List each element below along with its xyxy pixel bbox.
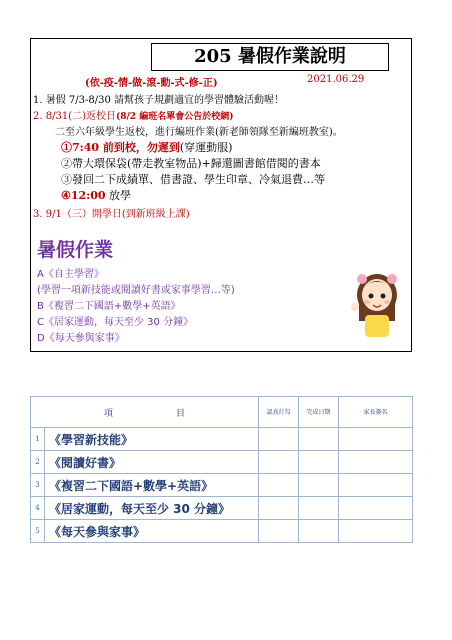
notice-line-8: 3. 9/1（三）開學日(到新班級上課) [33, 209, 190, 220]
homework-item-a-detail: (學習一項新技能或閱讀好書或家事學習…等) [37, 285, 235, 296]
homework-item-c: C《居家運動，每天至少 30 分鐘》 [37, 317, 194, 328]
date-cell[interactable] [299, 520, 339, 543]
girl-illustration [351, 265, 403, 341]
row-number: 2 [31, 451, 45, 474]
homework-item-d: D《每天參與家事》 [37, 333, 125, 344]
table-row [31, 474, 413, 497]
table-row [31, 428, 413, 451]
table-row [31, 497, 413, 520]
sign-cell[interactable] [339, 428, 413, 451]
check-cell[interactable] [259, 451, 299, 474]
row-item: 《學習新技能》 [45, 428, 259, 451]
sign-cell[interactable] [339, 474, 413, 497]
homework-title: 暑假作業 [37, 239, 114, 261]
checklist-table [30, 396, 413, 543]
homework-item-b: B《複習二下國語+數學+英語》 [37, 301, 181, 312]
date-cell[interactable] [299, 474, 339, 497]
table-header-row [31, 397, 413, 428]
check-cell[interactable] [259, 428, 299, 451]
check-cell[interactable] [259, 474, 299, 497]
notice-line-7: ④12:00 放學 [61, 189, 132, 202]
notice-line-5: ②帶大環保袋(帶走教室物品)+歸還圖書館借閱的書本 [61, 157, 321, 170]
homework-item-a: A《自主學習》 [37, 269, 104, 280]
date-cell[interactable] [299, 451, 339, 474]
notice-subtitle: (依-疫-情-做-滾-動-式-修-正) [85, 78, 218, 89]
row-item: 《每天參與家事》 [45, 520, 259, 543]
row-item: 《複習二下國語+數學+英語》 [45, 474, 259, 497]
row-item: 《居家運動，每天至少 30 分鐘》 [45, 497, 259, 520]
header-item: 項 目 [31, 397, 259, 428]
notice-line-6: ③發回二下成績單、借書證、學生印章、冷氣退費…等 [61, 173, 325, 186]
header-sign: 家長簽名 [339, 397, 413, 428]
header-date: 完成日期 [299, 397, 339, 428]
row-number: 4 [31, 497, 45, 520]
sign-cell[interactable] [339, 497, 413, 520]
row-number: 5 [31, 520, 45, 543]
date-cell[interactable] [299, 428, 339, 451]
date-cell[interactable] [299, 497, 339, 520]
check-cell[interactable] [259, 520, 299, 543]
sign-cell[interactable] [339, 520, 413, 543]
row-item: 《閱讀好書》 [45, 451, 259, 474]
notice-line-2: 2. 8/31(二)返校日(8/2 編班名單會公告於校網) [33, 111, 234, 122]
notice-title: 205 暑假作業說明 [151, 43, 389, 71]
header-check: 認真打勾 [259, 397, 299, 428]
sign-cell[interactable] [339, 451, 413, 474]
notice-line-1: 1. 暑假 7/3-8/30 請幫孩子規劃適宜的學習體驗活動喔！ [33, 95, 285, 106]
table-row [31, 520, 413, 543]
row-number: 3 [31, 474, 45, 497]
table-row [31, 451, 413, 474]
notice-line-4: ①7:40 前到校，勿遲到(穿運動服) [61, 141, 233, 154]
notice-line-3: 二至六年級學生返校，進行編班作業(新老師領隊至新編班教室)。 [55, 127, 343, 138]
row-number: 1 [31, 428, 45, 451]
notice-box [30, 38, 412, 352]
check-cell[interactable] [259, 497, 299, 520]
notice-date: 2021.06.29 [307, 74, 365, 85]
